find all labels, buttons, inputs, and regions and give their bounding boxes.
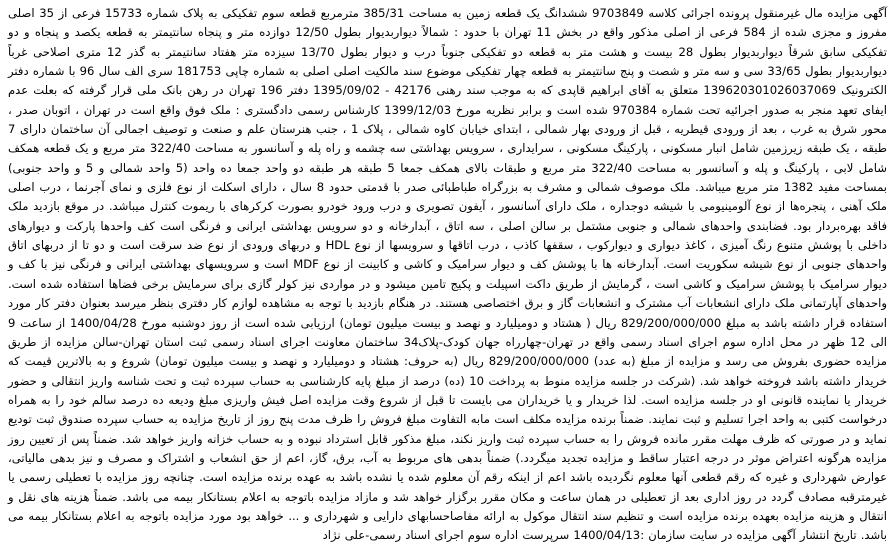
notice-text: آگهی مزایده مال غیرمنقول پرونده اجرائی کلاسه 9703849 ششدانگ یک قطعه زمین به مساحت 385/31 مترمربع قطعه سوم تفکیکی به پلاک شماره 15733 فرعی از 35 اصلی مفروز و مجزی شده از 584 فرعی از اصلی مذکور واقع در بخش 11 تهران با حدود : شمالاً دیواربدیوار بطول 12/50 دوازده متر و پنجاه سانتیمتر به قطعه یکصد و پنجاه و دو تفکیکی سابق شرقاً دیواربدیوار بطول 28 بیست و هشت متر به قطعه دو تفکیکی جنوباً درب و دیوار بطول 13/70 سیزده متر هفتاد سانتیمتر به گذر 12 متری اصلاحی غرباً دیواربدیوار بطول 33/65 سی و سه متر و شصت و پنج سانتیمتر به قطعه چهار تفکیکی موضوع سند مالکیت اصلی اصلی به شماره چاپی 181753 سری الف سال 96 با شماره دفتر الکترونیک 139620301026037069 متعلق به آقای ابراهیم قاپدی که به موجب سند رهنی 42176 - 1395/09/02 دفتر 196 تهران در رهن بانک ملی قرار گرفته که بعلت عدم ایفای تعهد منجر به صدور اجرائیه تحت شماره 970384 شده است و برابر نظریه مورخ 1399/12/03 کارشناس رسمی دادگستری : ملک فوق واقع است در تهران ، اتوبان صدر ، محور شرق به غرب ، بعد از ورودی قیطریه ، قبل از ورودی بهار شمالی ، ابتدای خیابان کاوه شمالی ، پلاک 1 ، جنب هنرستان علم و صنعت و توصیف اجمالی آن ساختمان دارای 7 طبقه ، یک طبقه زیرزمین شامل انبار مسکونی ، پارکینگ مسکونی ، سرایداری ، سرویس بهداشتی سه چشمه و راه پله و آسانسور به مساحت 322/40 متر مربع و یک قطعه همکف شامل لابی ، پارکینگ و پله و آسانسور به مساحت 322/40 متر مربع و طبقات بالای همکف جمعا 5 طبقه هر طبقه دو واحد جمعا ده واحد (5 واحد شمالی و 5 و واحد جنوبی) بمساحت مفید 1382 متر مربع میباشد. ملک موصوف شمالی و مشرف به بزرگراه طباطبائی صدر با قدمتی حدود 8 سال ، دارای اسکلت از نوع فلزی و نمای آجرنما ، درب اصلی ملک آهنی ، پنجره‌ها از نوع آلومینیومی با شیشه دوجداره ، ملک دارای آسانسور ، آیفون تصویری و درب ورود خودرو بصورت کرکرهای با ریموت کنترل میباشد. در موقع بازدید ملک فاقد بهره‌بردار بود. فضابندی واحدهای شمالی و جنوبی مشتمل بر سالن اصلی ، سه اتاق ، آبدارخانه و دو سرویس بهداشتی ایرانی و فرنگی است کف واحدها پارکت و دیوارهای داخلی با پوشش متنوع رنگ آمیزی ، کاغذ دیواری و دیوارکوب ، سقفها کاذب ، درب اتاقها و سرویسها از نوع HDL و دربهای ورودی از نوع ضد سرقت است و دو تا از دربهای اتاق واحدهای جنوبی از نوع شیشه سکوریت است. آبدارخانه ها با پوشش کف و دیوار سرامیک و کاشی و کابینت از نوع MDF است و سرویسهای بهداشتی ایرانی و فرنگی نیز با کف و دیوار سرامیک با پوشش سرامیک و کاشی است ، گرمایش از طریق داکت اسپیلت و پکیج تامین میشود و در مواردی نیز کولر گازی برای سرمایش برخی فضاها استفاده شده است. واحدهای آپارتمانی ملک دارای انشعابات آب مشترک و انشعابات گاز و برق اختصاصی هستند. در هنگام بازدید با توجه به مشاهده لوازم کار دفتری بنظر میرسد بعنوان دفتر کار مورد استفاده قرار داشته باشد به مبلغ 829/200/000/000 ریال ( هشتاد و دومیلیارد و نهصد و بیست میلیون تومان) ارزیابی شده است از روز دوشنبه مورخ 1400/04/28 از ساعت 9 الی 12 ظهر در محل اداره سوم اجرای اسناد رسمی واقع در تهران-چهارراه جهان کودک-پلاک34 ساختمان معاونت اجرای اسناد رسمی ثبت استان تهران-سالن مزایده از طریق مزایده حضوری بفروش می رسد و مزایده از مبلغ (به عدد) 829/200/000/000 ریال (به حروف: هشتاد و دومیلیارد و نهصد و بیست میلیون تومان) شروع و به بالاترین قیمت که خریدار داشته باشد فروخته خواهد شد. (شرکت در جلسه مزایده منوط به پرداخت 10 (ده) درصد از مبلغ پایه کارشناسی به حساب سپرده ثبت و تحت شناسه واریز انتقالی و حضور خریدار یا نماینده قانونی او در جلسه مزایده است. لذا خریدار و یا خریداران می بایست تا قبل از شروع وقت مزایده اصل فیش واریزی مبلغ ودیعه ده درصد سالم خود را به همراه درخواست کتبی به واحد اجرا تسلیم و ثبت نمایند. ضمناً برنده مزایده مکلف است مابه التفاوت مبلغ فروش را ظرف مدت پنج روز از تاریخ مزایده به حساب سپرده صندوق ثبت تودیع نماید و در صورتی که ظرف مهلت مقرر مانده فروش را به حساب سپرده ثبت واریز نکند، مبلغ مذکور قابل استرداد نبوده و به حساب خزانه واریز خواهد شد. ضمناً پس از تعیین روز مزایده هرگونه اعتراض موثر در درجه اعتبار ساقط و مزایده تجدید میگردد.) ضمناً بدهی های مربوط به آب، برق، گاز، اعم از حق انشعاب و اشتراک و مصرف و نیز بدهی مالیاتی، عوارض شهرداری و غیره که رقم قطعی آنها معلوم نگردیده باشد اعم از اینکه رقم آن معلوم شده یا نشده باشد به عهده برنده مزایده است. چنانچه روز مزایده با تعطیلی رسمی یا غیرمترقبه مصادف گردد در روز اداری بعد از تعطیلی در همان ساعت و مکان مقرر برگزار خواهد شد و مازاد مزایده باتوجه به اعلام بستانکار بیمه می باشد. ضمناً هزینه های نقل و انتقال و هزینه مزایده بعهده برنده مزایده است و تنظیم سند انتقال موکول به ارائه مفاصاحسابهای دارایی و شهرداری و ... خواهد بود مورد مزایده باتوجه به اعلام بستانکار بیمه می باشد. تاریخ انتشار آگهی مزایده در سایت سازمان :1400/04/13 سرپرست اداره سوم اجرای اسناد رسمی-علی نژاد (8, 6, 888, 543)
